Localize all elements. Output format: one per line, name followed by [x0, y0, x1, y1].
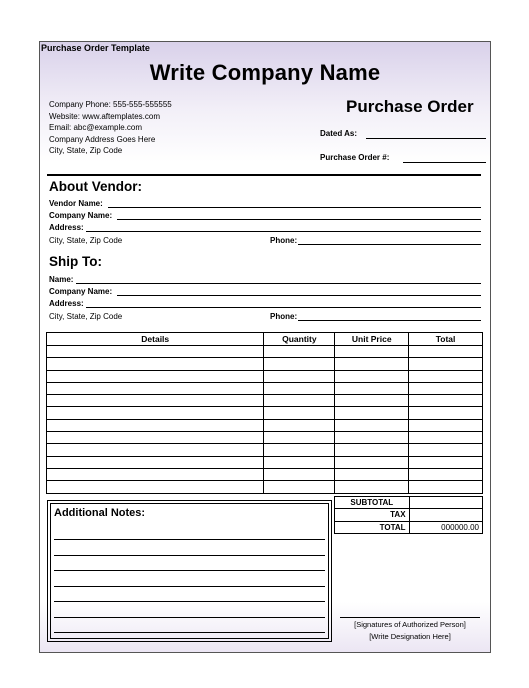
table-row[interactable] — [47, 419, 483, 431]
po-number-label: Purchase Order #: — [320, 153, 390, 162]
table-cell[interactable] — [409, 382, 483, 394]
total-header: Total — [409, 333, 483, 346]
table-cell[interactable] — [47, 382, 264, 394]
table-row[interactable] — [47, 382, 483, 394]
details-header: Details — [47, 333, 264, 346]
vendor-phone-field[interactable] — [298, 244, 481, 245]
table-cell[interactable] — [409, 481, 483, 493]
table-cell[interactable] — [47, 370, 264, 382]
table-cell[interactable] — [47, 432, 264, 444]
vendor-address-label: Address: — [49, 223, 84, 232]
table-row[interactable] — [47, 444, 483, 456]
notes-inner-border — [50, 503, 329, 639]
table-cell[interactable] — [335, 346, 409, 358]
table-row[interactable] — [47, 370, 483, 382]
table-cell[interactable] — [264, 370, 335, 382]
table-cell[interactable] — [264, 419, 335, 431]
note-line[interactable] — [54, 570, 325, 571]
ship-company-label: Company Name: — [49, 287, 113, 296]
note-line[interactable] — [54, 586, 325, 587]
tax-label: TAX — [335, 509, 410, 521]
ship-address-field[interactable] — [86, 307, 481, 308]
table-cell[interactable] — [335, 407, 409, 419]
table-cell[interactable] — [47, 395, 264, 407]
totals-table — [334, 496, 483, 534]
subtotal-label: SUBTOTAL — [335, 497, 410, 509]
ship-name-label: Name: — [49, 275, 74, 284]
table-row[interactable] — [47, 432, 483, 444]
dated-as-field[interactable] — [366, 138, 486, 139]
ship-address-label: Address: — [49, 299, 84, 308]
table-cell[interactable] — [335, 481, 409, 493]
table-cell[interactable] — [47, 444, 264, 456]
note-line[interactable] — [54, 601, 325, 602]
table-cell[interactable] — [264, 358, 335, 370]
signature-label: [Signatures of Authorized Person] — [354, 620, 466, 629]
ship-to-heading: Ship To: — [49, 254, 102, 269]
tax-value[interactable] — [409, 509, 482, 521]
ship-company-field[interactable] — [117, 295, 481, 296]
table-cell[interactable] — [335, 432, 409, 444]
table-cell[interactable] — [47, 456, 264, 468]
company-website[interactable]: Website: www.aftemplates.com — [49, 111, 161, 121]
table-cell[interactable] — [264, 432, 335, 444]
table-row[interactable] — [47, 481, 483, 493]
note-line[interactable] — [54, 539, 325, 540]
table-cell[interactable] — [335, 370, 409, 382]
table-cell[interactable] — [409, 432, 483, 444]
signature-line[interactable] — [340, 617, 480, 618]
vendor-address-field[interactable] — [86, 231, 481, 232]
table-cell[interactable] — [264, 444, 335, 456]
template-title: Purchase Order Template — [41, 43, 150, 53]
table-cell[interactable] — [264, 481, 335, 493]
total-label: TOTAL — [335, 521, 410, 533]
designation-label: [Write Designation Here] — [369, 632, 451, 641]
table-cell[interactable] — [335, 456, 409, 468]
table-cell[interactable] — [335, 358, 409, 370]
table-cell[interactable] — [47, 481, 264, 493]
table-cell[interactable] — [409, 444, 483, 456]
table-cell[interactable] — [409, 407, 483, 419]
vendor-city-label: City, State, Zip Code — [49, 236, 123, 245]
table-cell[interactable] — [264, 382, 335, 394]
note-line[interactable] — [54, 632, 325, 633]
table-cell[interactable] — [47, 419, 264, 431]
company-email[interactable]: Email: abc@example.com — [49, 123, 143, 132]
table-cell[interactable] — [264, 468, 335, 480]
note-line[interactable] — [54, 617, 325, 618]
table-cell[interactable] — [335, 395, 409, 407]
table-cell[interactable] — [47, 468, 264, 480]
section-divider — [47, 174, 481, 176]
ship-city-label: City, State, Zip Code — [49, 312, 123, 321]
items-table — [46, 332, 483, 494]
subtotal-value[interactable] — [409, 497, 482, 509]
purchase-order-title: Purchase Order — [346, 97, 474, 116]
additional-notes-box — [47, 500, 332, 642]
table-cell[interactable] — [264, 346, 335, 358]
table-row[interactable] — [47, 456, 483, 468]
table-row[interactable] — [47, 358, 483, 370]
table-cell[interactable] — [409, 456, 483, 468]
table-row[interactable] — [47, 407, 483, 419]
company-name[interactable]: Write Company Name — [149, 60, 381, 85]
total-value[interactable]: 000000.00 — [409, 521, 482, 533]
company-info — [49, 99, 172, 157]
table-cell[interactable] — [409, 358, 483, 370]
table-cell[interactable] — [409, 419, 483, 431]
table-row[interactable] — [47, 346, 483, 358]
vendor-name-field[interactable] — [108, 207, 481, 208]
table-cell[interactable] — [47, 407, 264, 419]
company-phone[interactable]: Company Phone: 555-555-555555 — [49, 100, 172, 109]
table-cell[interactable] — [409, 346, 483, 358]
table-cell[interactable] — [264, 456, 335, 468]
vendor-heading: About Vendor: — [49, 179, 142, 194]
table-row[interactable] — [47, 395, 483, 407]
table-row[interactable] — [47, 468, 483, 480]
company-address[interactable]: Company Address Goes Here — [49, 134, 156, 144]
table-cell[interactable] — [335, 382, 409, 394]
table-cell[interactable] — [409, 468, 483, 480]
ship-phone-label: Phone: — [270, 312, 298, 321]
table-cell[interactable] — [264, 407, 335, 419]
table-cell[interactable] — [335, 444, 409, 456]
vendor-phone-label: Phone: — [270, 236, 298, 245]
ship-phone-field[interactable] — [298, 320, 481, 321]
notes-heading: Additional Notes: — [54, 507, 146, 519]
table-cell[interactable] — [335, 468, 409, 480]
vendor-company-label: Company Name: — [49, 211, 113, 220]
company-city[interactable]: City, State, Zip Code — [49, 146, 123, 155]
vendor-name-label: Vendor Name: — [49, 199, 103, 208]
ship-name-field[interactable] — [76, 283, 481, 284]
table-cell[interactable] — [47, 358, 264, 370]
dated-as-label: Dated As: — [320, 129, 358, 138]
table-cell[interactable] — [264, 395, 335, 407]
vendor-company-field[interactable] — [117, 219, 481, 220]
table-cell[interactable] — [335, 419, 409, 431]
table-cell[interactable] — [409, 370, 483, 382]
table-cell[interactable] — [47, 346, 264, 358]
po-number-field[interactable] — [403, 162, 486, 163]
quantity-header: Quantity — [264, 333, 335, 346]
note-line[interactable] — [54, 555, 325, 556]
table-cell[interactable] — [409, 395, 483, 407]
unit-price-header: Unit Price — [335, 333, 409, 346]
